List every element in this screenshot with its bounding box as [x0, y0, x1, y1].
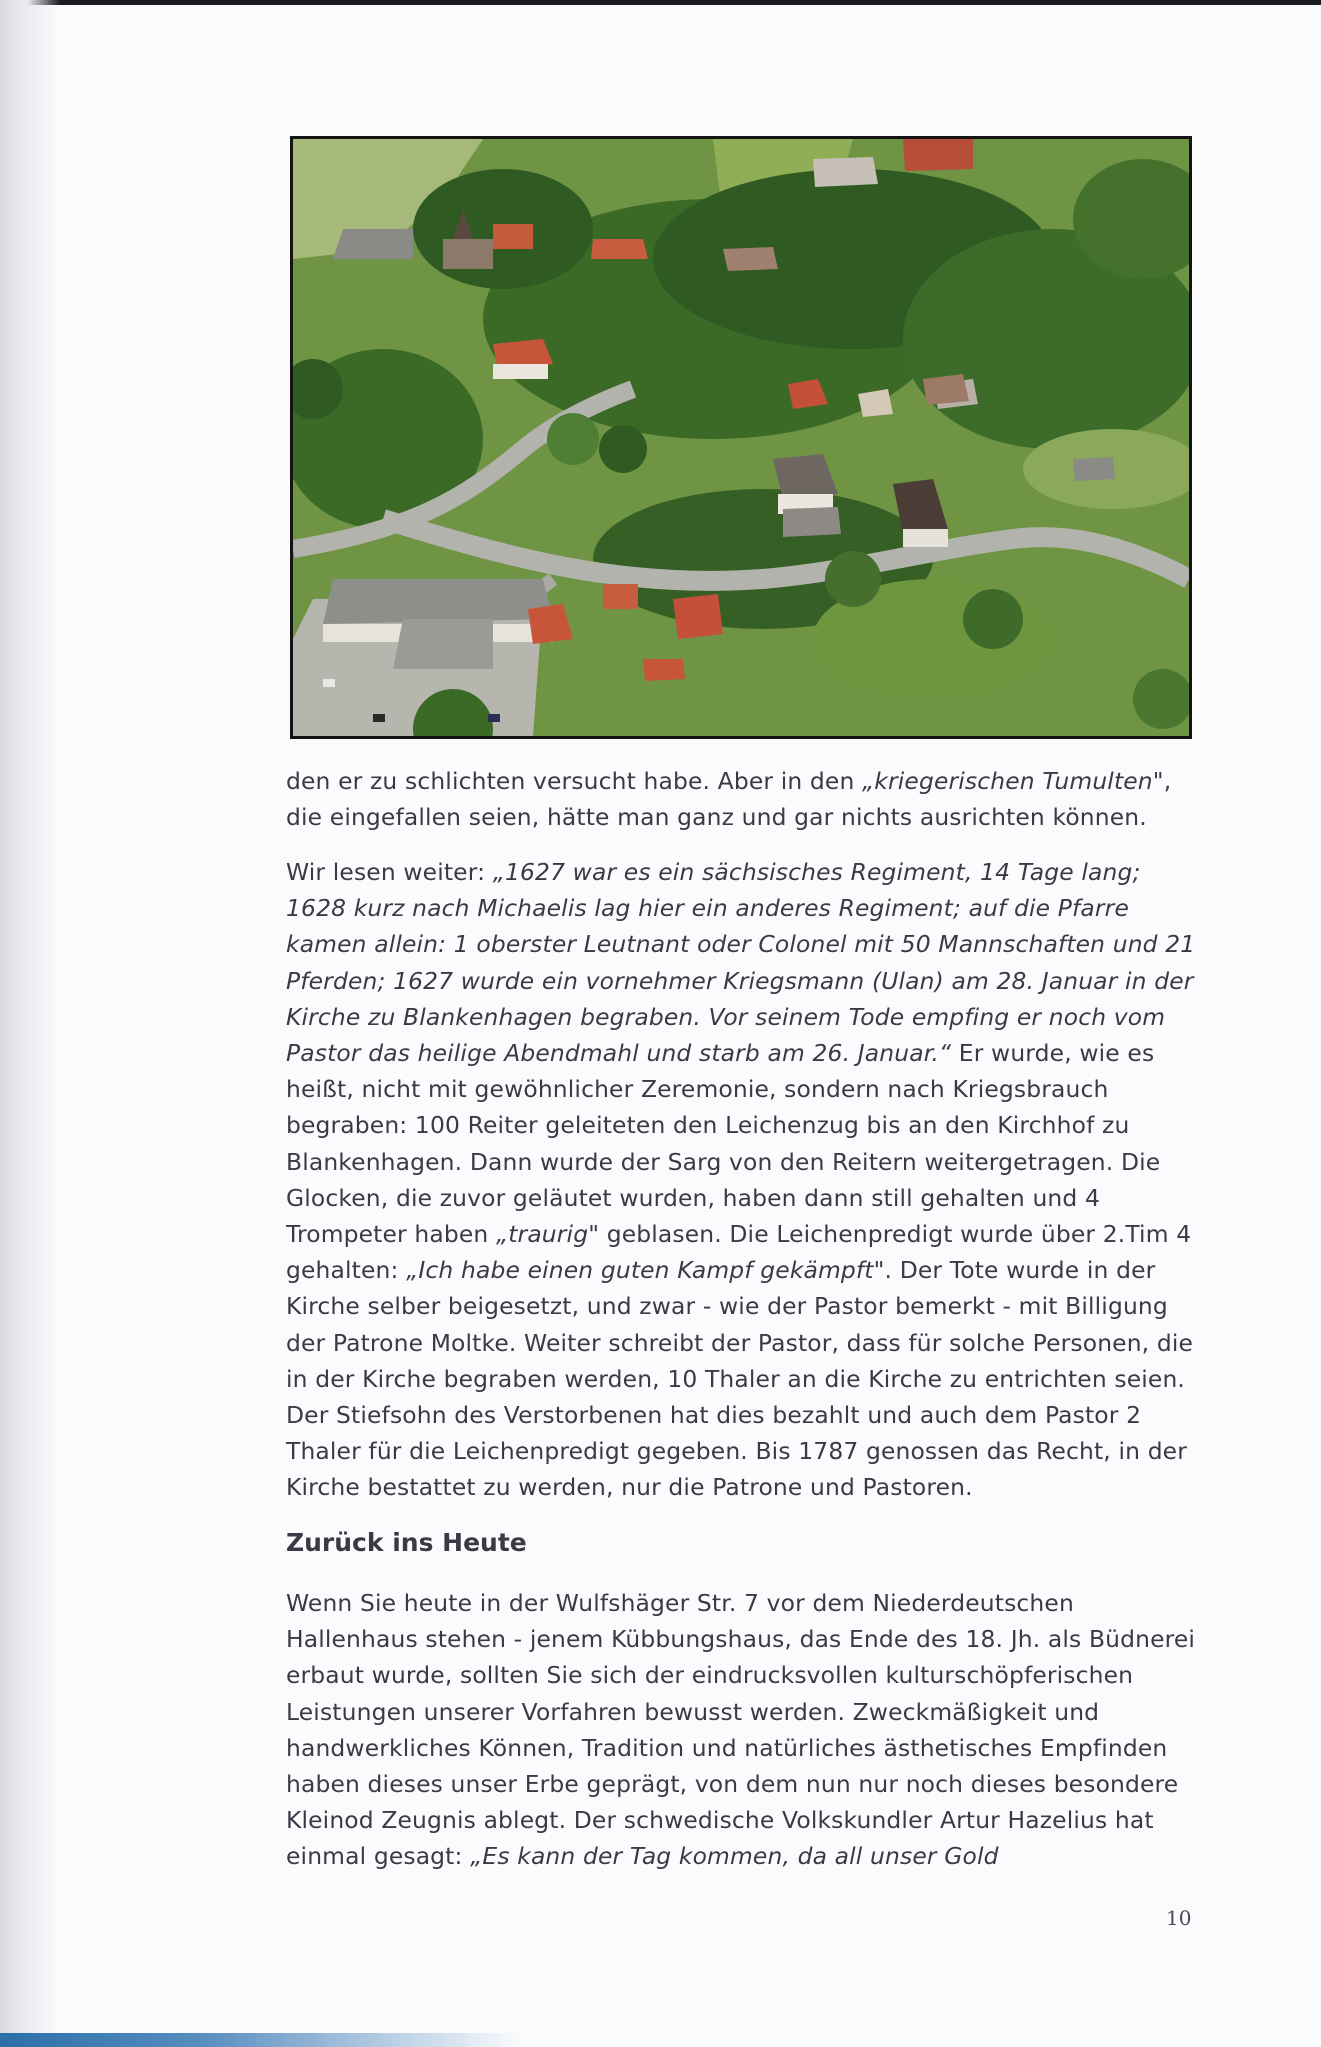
page-gutter-shadow: [0, 0, 60, 2047]
paragraph-text: , die eingefallen seien, hätte man ganz und gar nichts ausrichten können.: [286, 767, 1172, 832]
photo-roof: [903, 139, 973, 171]
photo-roof: [493, 224, 533, 249]
paragraph-tumulten: [286, 763, 1198, 835]
photo-barn-roof: [323, 579, 553, 624]
photo-tree: [825, 551, 881, 607]
photo-roof: [723, 247, 778, 271]
paragraph-regiment: [286, 854, 1198, 1506]
italic-quote: „1627 war es ein sächsisches Regiment, 14 Tage lang; 1628 kurz nach Michaelis lag hier ein anderes Regiment; auf die Pfarre kamen allein: 1 oberster Leutnant oder Colonel mit 50 Mannschaften und 21 Pferden; 1627 wurde ein vornehmer Kriegsmann (Ulan) am 28. Januar in der Kirche zu Blankenhagen begraben. Vor seinem Tode empfing er noch vom Pastor das heilige Abendmahl und starb am 26. Januar.“: [286, 858, 1196, 1068]
page-number: 10: [1166, 1906, 1192, 1930]
italic-quote: „kriegerischen Tumulten": [862, 767, 1164, 795]
photo-roof: [603, 584, 638, 609]
photo-roof: [643, 659, 685, 681]
photo-roof: [813, 157, 878, 187]
photo-roof: [858, 389, 893, 417]
aerial-village-photo: [290, 136, 1192, 739]
paragraph-text: Er wurde, wie es heißt, nicht mit gewöhnlicher Zeremonie, sondern nach Kriegsbrauch begraben: 100 Reiter geleiteten den Leichenzug bis an den Kirchhof zu Blankenhagen. Dann wurde der Sarg von den Reitern weitergetragen. Die Glocken, die zuvor geläutet wurden, haben dann still gehalten und 4 Trompeter haben: [286, 1039, 1161, 1249]
photo-car: [373, 714, 385, 722]
photo-roof: [333, 229, 413, 259]
photo-roof: [591, 239, 648, 259]
italic-quote: „Es kann der Tag kommen, da all unser Gold: [470, 1842, 999, 1871]
photo-roof: [783, 507, 841, 537]
photo-roof: [1073, 457, 1115, 481]
photo-car: [488, 714, 500, 722]
paragraph-text: den er zu schlichten versucht habe. Aber in den: [286, 767, 863, 795]
photo-tree: [599, 425, 647, 473]
photo-church: [443, 239, 493, 269]
photo-car: [323, 679, 335, 687]
paragraph-text: Wenn Sie heute in der Wulfshäger Str. 7 vor dem Niederdeutschen Hallenhaus stehen - jenem Kübbungshaus, das Ende des 18. Jh. als Büdnerei erbaut wurde, sollten Sie sich der eindrucksvollen kulturschöpferischen Leistungen unserer Vorfahren bewusst werden. Zweckmäßigkeit und handwerkliches Können, Tradition und natürliches ästhetisches Empfinden haben dieses unser Erbe geprägt, von dem nun nur noch dieses besondere Kleinod Zeugnis ablegt. Der schwedische Volkskundler Artur Hazelius hat einmal gesagt:: [286, 1589, 1196, 1871]
photo-shed-roof: [393, 619, 493, 669]
paragraph-text: . Der Tote wurde in der Kirche selber beigesetzt, und zwar - wie der Pastor bemerkt - mit Billigung der Patrone Moltke. Weiter schreibt der Pastor, dass für solche Personen, die in der Kirche begraben werden, 10 Thaler an die Kirche zu entrichten seien. Der Stiefsohn des Verstorbenen hat dies bezahlt und auch dem Pastor 2 Thaler für die Leichenpredigt gegeben. Bis 1787 genossen das Recht, in der Kirche bestattet zu werden, nur die Patrone und Pastoren.: [286, 1256, 1194, 1502]
italic-quote: „traurig": [495, 1220, 600, 1249]
section-heading: Zurück ins Heute: [286, 1528, 527, 1557]
scan-top-edge: [0, 0, 1321, 5]
photo-tree: [963, 589, 1023, 649]
paragraph-heute: [286, 1585, 1198, 1875]
photo-house-wall: [493, 364, 548, 379]
photo-tree: [547, 413, 599, 465]
italic-quote: „Ich habe einen guten Kampf gekämpft": [406, 1256, 885, 1285]
paragraph-text: Wir lesen weiter:: [286, 858, 493, 886]
scan-corner-stripe: [0, 2033, 520, 2047]
photo-roof: [673, 594, 723, 639]
paragraph-text: geblasen. Die Leichenpredigt wurde über 2.Tim 4 gehalten:: [286, 1220, 1192, 1285]
photo-house-wall: [903, 529, 948, 547]
photo-roof: [923, 374, 969, 405]
